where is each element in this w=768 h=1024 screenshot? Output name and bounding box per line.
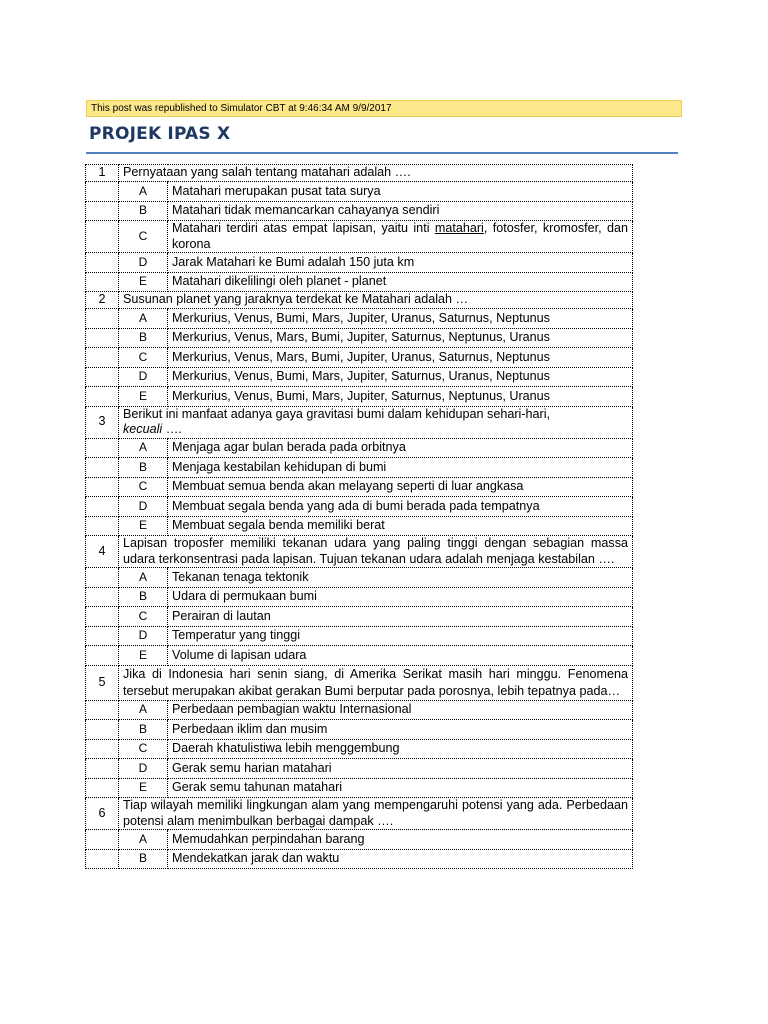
- option-text: Merkurius, Venus, Bumi, Mars, Jupiter, Saturnus, Neptunus, Uranus: [168, 387, 633, 407]
- option-row: [86, 587, 633, 607]
- option-letter: E: [119, 778, 168, 798]
- question-row: [86, 798, 633, 830]
- question-number: 5: [86, 665, 119, 700]
- option-letter: D: [119, 253, 168, 273]
- option-text: Gerak semu tahunan matahari: [168, 778, 633, 798]
- question-text: Jika di Indonesia hari senin siang, di Amerika Serikat masih hari minggu. Fenomena tersebut merupakan akibat gerakan Bumi berputar pada porosnya, lebih tepatnya pada…: [119, 665, 633, 700]
- option-text: Temperatur yang tinggi: [168, 626, 633, 646]
- option-text: Udara di permukaan bumi: [168, 587, 633, 607]
- option-row: [86, 516, 633, 536]
- option-text: Jarak Matahari ke Bumi adalah 150 juta km: [168, 253, 633, 273]
- option-text: Merkurius, Venus, Mars, Bumi, Jupiter, Uranus, Saturnus, Neptunus: [168, 348, 633, 368]
- question-text: Pernyataan yang salah tentang matahari adalah ….: [119, 165, 633, 182]
- option-letter: D: [119, 626, 168, 646]
- option-text: Menjaga agar bulan berada pada orbitnya: [168, 438, 633, 458]
- option-letter: D: [119, 759, 168, 779]
- question-number: 6: [86, 798, 119, 830]
- option-text: Matahari tidak memancarkan cahayanya sendiri: [168, 201, 633, 221]
- option-text: Matahari merupakan pusat tata surya: [168, 182, 633, 202]
- option-row: [86, 348, 633, 368]
- option-row: [86, 568, 633, 588]
- option-text: Perairan di lautan: [168, 607, 633, 627]
- option-letter: C: [119, 221, 168, 253]
- option-row: [86, 272, 633, 292]
- question-row: [86, 165, 633, 182]
- option-letter: A: [119, 438, 168, 458]
- option-row: [86, 646, 633, 666]
- option-row: [86, 759, 633, 779]
- option-text: Membuat semua benda akan melayang seperti di luar angkasa: [168, 477, 633, 497]
- option-letter: D: [119, 367, 168, 387]
- option-letter: A: [119, 309, 168, 329]
- question-number: 3: [86, 406, 119, 438]
- option-letter: E: [119, 272, 168, 292]
- option-text: Mendekatkan jarak dan waktu: [168, 849, 633, 869]
- option-text: Memudahkan perpindahan barang: [168, 830, 633, 850]
- option-row: [86, 253, 633, 273]
- option-row: [86, 367, 633, 387]
- republish-notice-banner: This post was republished to Simulator CBT at 9:46:34 AM 9/9/2017: [86, 100, 682, 117]
- option-row: [86, 607, 633, 627]
- question-number: 4: [86, 536, 119, 568]
- option-text: Volume di lapisan udara: [168, 646, 633, 666]
- option-row: [86, 201, 633, 221]
- option-text: Daerah khatulistiwa lebih menggembung: [168, 739, 633, 759]
- option-text: Matahari dikelilingi oleh planet - planet: [168, 272, 633, 292]
- option-text: Membuat segala benda yang ada di bumi berada pada tempatnya: [168, 497, 633, 517]
- option-text: Membuat segala benda memiliki berat: [168, 516, 633, 536]
- question-row: [86, 665, 633, 700]
- option-row: [86, 309, 633, 329]
- option-text: Perbedaan iklim dan musim: [168, 720, 633, 740]
- quiz-table: [85, 164, 633, 869]
- option-letter: B: [119, 201, 168, 221]
- option-letter: E: [119, 646, 168, 666]
- option-letter: D: [119, 497, 168, 517]
- option-row: [86, 438, 633, 458]
- question-text: Susunan planet yang jaraknya terdekat ke Matahari adalah …: [119, 292, 633, 309]
- option-row: [86, 700, 633, 720]
- option-letter: B: [119, 328, 168, 348]
- option-letter: E: [119, 387, 168, 407]
- question-row: [86, 536, 633, 568]
- option-letter: B: [119, 587, 168, 607]
- option-row: [86, 849, 633, 869]
- option-row: [86, 739, 633, 759]
- option-text: Tekanan tenaga tektonik: [168, 568, 633, 588]
- option-row: [86, 778, 633, 798]
- option-row: [86, 830, 633, 850]
- option-text: Matahari terdiri atas empat lapisan, yaitu inti matahari, fotosfer, kromosfer, dan korona: [168, 221, 633, 253]
- question-number: 2: [86, 292, 119, 309]
- question-text: Berikut ini manfaat adanya gaya gravitasi bumi dalam kehidupan sehari-hari, kecuali ….: [119, 406, 633, 438]
- option-letter: B: [119, 849, 168, 869]
- option-text: Gerak semu harian matahari: [168, 759, 633, 779]
- page-title: PROJEK IPAS X: [89, 124, 231, 144]
- question-number: 1: [86, 165, 119, 182]
- option-row: [86, 458, 633, 478]
- option-text: Merkurius, Venus, Bumi, Mars, Jupiter, Uranus, Saturnus, Neptunus: [168, 309, 633, 329]
- question-row: [86, 406, 633, 438]
- option-letter: B: [119, 720, 168, 740]
- underlined-word: matahari: [434, 221, 484, 235]
- option-letter: C: [119, 607, 168, 627]
- option-row: [86, 387, 633, 407]
- option-letter: A: [119, 700, 168, 720]
- option-row: [86, 626, 633, 646]
- option-letter: C: [119, 739, 168, 759]
- option-text: Merkurius, Venus, Bumi, Mars, Jupiter, Saturnus, Uranus, Neptunus: [168, 367, 633, 387]
- option-row: [86, 477, 633, 497]
- italic-word: kecuali: [123, 422, 163, 436]
- question-text: Tiap wilayah memiliki lingkungan alam yang mempengaruhi potensi yang ada. Perbedaan potensi alam menimbulkan berbagai dampak ….: [119, 798, 633, 830]
- option-letter: A: [119, 830, 168, 850]
- option-letter: C: [119, 348, 168, 368]
- question-text: Lapisan troposfer memiliki tekanan udara yang paling tinggi dengan sebagian massa udara terkonsentrasi pada lapisan. Tujuan tekanan udara adalah menjaga kestabilan ….: [119, 536, 633, 568]
- question-row: [86, 292, 633, 309]
- option-letter: C: [119, 477, 168, 497]
- option-letter: E: [119, 516, 168, 536]
- option-text: Perbedaan pembagian waktu Internasional: [168, 700, 633, 720]
- option-row: [86, 720, 633, 740]
- option-row: [86, 328, 633, 348]
- option-letter: A: [119, 182, 168, 202]
- option-row: [86, 497, 633, 517]
- option-text: Merkurius, Venus, Mars, Bumi, Jupiter, Saturnus, Neptunus, Uranus: [168, 328, 633, 348]
- option-row: [86, 182, 633, 202]
- option-letter: A: [119, 568, 168, 588]
- option-letter: B: [119, 458, 168, 478]
- option-row: [86, 221, 633, 253]
- option-text: Menjaga kestabilan kehidupan di bumi: [168, 458, 633, 478]
- title-divider: [86, 152, 678, 154]
